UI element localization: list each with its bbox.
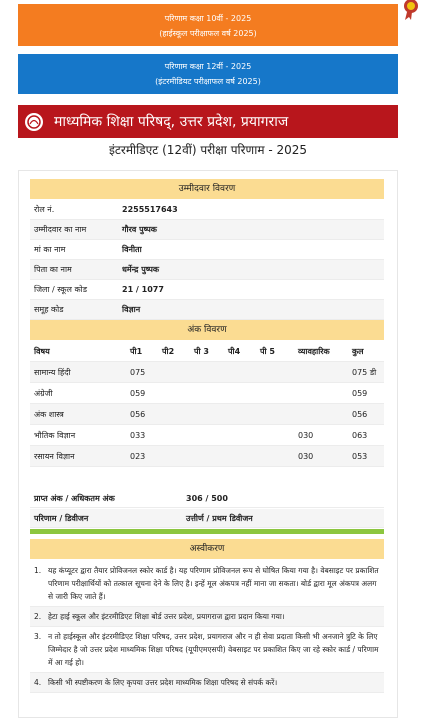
candidate-row <box>30 280 384 300</box>
marks-row <box>30 362 384 383</box>
marks-row <box>30 446 384 467</box>
candidate-field-label: मां का नाम <box>34 245 66 254</box>
board-title: माध्यमिक शिक्षा परिषद्, उत्तर प्रदेश, प्रयागराज <box>54 114 289 130</box>
candidate-field-value: 21 / 1077 <box>122 285 164 294</box>
total-marks-row <box>30 489 384 508</box>
marks-cell: 059 <box>130 389 146 398</box>
class12-button-line2: (इंटरमीडियट परीक्षाफल वर्ष 2025) <box>155 77 261 86</box>
total-marks-value: 306 / 500 <box>186 494 228 503</box>
candidate-row <box>30 260 384 280</box>
candidate-row <box>30 220 384 240</box>
candidate-field-value: विज्ञान <box>122 305 141 314</box>
marks-row <box>30 404 384 425</box>
class10-button-line2: (हाईस्कूल परीक्षाफल वर्ष 2025) <box>159 29 257 38</box>
candidate-field-value: धर्मेन्द्र पुष्पक <box>122 265 160 274</box>
marks-cell: 075 डी <box>352 368 377 377</box>
candidate-field-value: गौरव पुष्पक <box>122 225 157 234</box>
disclaimer-heading: अस्वीकरण <box>30 539 384 559</box>
candidate-field-label: रोल नं. <box>34 205 55 214</box>
col-total: कुल <box>352 347 364 356</box>
marks-cell: 053 <box>352 452 368 461</box>
col-p4: पी4 <box>228 347 241 356</box>
candidate-row <box>30 200 384 220</box>
marks-cell: 056 <box>130 410 146 419</box>
ribbon-badge-icon <box>395 0 421 20</box>
subject-name: सामान्य हिंदी <box>34 368 71 377</box>
candidate-field-label: जिला / स्कूल कोड <box>34 285 88 294</box>
board-header <box>18 105 398 138</box>
disclaimer-item: 1. यह कंप्यूटर द्वारा तैयार प्रोविजनल स्कोर कार्ड है। यह परिणाम प्रोविजनल रूप से घोषित किया गया है। वेबसाइट पर प्रकाशित परिणाम परीक्षार्थियों को तत्काल सूचना देने के लिए है। इन्हें मूल अंकपत्र नहीं माना जा सकता। बोर्ड द्वारा मूल अंकपत्र अलग से जारी किए जाते हैं। <box>30 561 384 607</box>
result-division-label: परिणाम / डिवीजन <box>34 514 89 523</box>
total-marks-label: प्राप्त अंक / अधिकतम अंक <box>34 494 115 503</box>
class10-button-line1: परिणाम कक्षा 10वीं - 2025 <box>164 14 252 23</box>
disclaimer-list <box>30 561 384 693</box>
marks-cell: 023 <box>130 452 146 461</box>
candidate-field-label: उम्मीदवार का नाम <box>34 225 87 234</box>
subject-name: भौतिक विज्ञान <box>34 431 76 440</box>
exam-title: इंटरमीडिएट (12वीं) परीक्षा परिणाम - 2025 <box>108 143 308 157</box>
subject-name: अंग्रेजी <box>34 389 53 398</box>
candidate-field-label: पिता का नाम <box>34 265 72 274</box>
marks-cell: 075 <box>130 368 146 377</box>
candidate-section-heading: उम्मीदवार विवरण <box>30 179 384 199</box>
disclaimer-item: 3. न तो हाईस्कूल और इंटरमीडिएट शिक्षा परिषद, उत्तर प्रदेश, प्रयागराज और न ही सेवा प्रदाता किसी भी अनजाने त्रुटि के लिए जिम्मेदार है जो उत्तर प्रदेश माध्यमिक शिक्षा परिषद (यूपीएमएसपी) वेबसाइट पर प्रकाशित किए जा रहे स्कोर कार्ड / परिणाम में आ गई हो। <box>30 627 384 673</box>
divider-bar <box>30 529 384 534</box>
disclaimer-item: 4. किसी भी स्पष्टीकरण के लिए कृपया उत्तर प्रदेश माध्यमिक शिक्षा परिषद से संपर्क करें। <box>30 673 384 693</box>
col-p2: पी2 <box>162 347 175 356</box>
class12-button-line1: परिणाम कक्षा 12वीं - 2025 <box>164 62 252 71</box>
col-p5: पी 5 <box>260 347 275 356</box>
candidate-row <box>30 300 384 320</box>
marks-cell: 056 <box>352 410 368 419</box>
marks-cell: 033 <box>130 431 146 440</box>
marks-cell: 030 <box>298 452 314 461</box>
col-practical: व्यावहारिक <box>298 347 330 356</box>
candidate-field-value: विनीता <box>122 245 142 254</box>
candidate-field-label: समूह कोड <box>34 305 64 314</box>
result-division-row <box>30 509 384 528</box>
class10-result-button[interactable] <box>18 4 398 46</box>
marks-header-row <box>30 341 384 362</box>
subject-name: अंक शास्त्र <box>34 410 64 419</box>
candidate-field-value: 2255517643 <box>122 205 178 214</box>
marks-section-heading: अंक विवरण <box>30 320 384 340</box>
subject-name: रसायन विज्ञान <box>34 452 75 461</box>
board-logo-icon <box>24 112 44 132</box>
marks-cell: 030 <box>298 431 314 440</box>
marks-row <box>30 425 384 446</box>
marks-cell: 059 <box>352 389 368 398</box>
marks-cell: 063 <box>352 431 368 440</box>
marks-row <box>30 383 384 404</box>
candidate-row <box>30 240 384 260</box>
col-p1: पी1 <box>130 347 143 356</box>
col-p3: पी 3 <box>194 347 209 356</box>
disclaimer-item: 2. हेटा हाई स्कूल और इंटरमीडिएट शिक्षा बोर्ड उत्तर प्रदेश, प्रयागराज द्वारा प्रदान किया गया। <box>30 607 384 627</box>
class12-result-button[interactable] <box>18 54 398 94</box>
result-division-value: उत्तीर्ण / प्रथम डिवीजन <box>186 514 253 523</box>
col-subject: विषय <box>34 347 50 356</box>
